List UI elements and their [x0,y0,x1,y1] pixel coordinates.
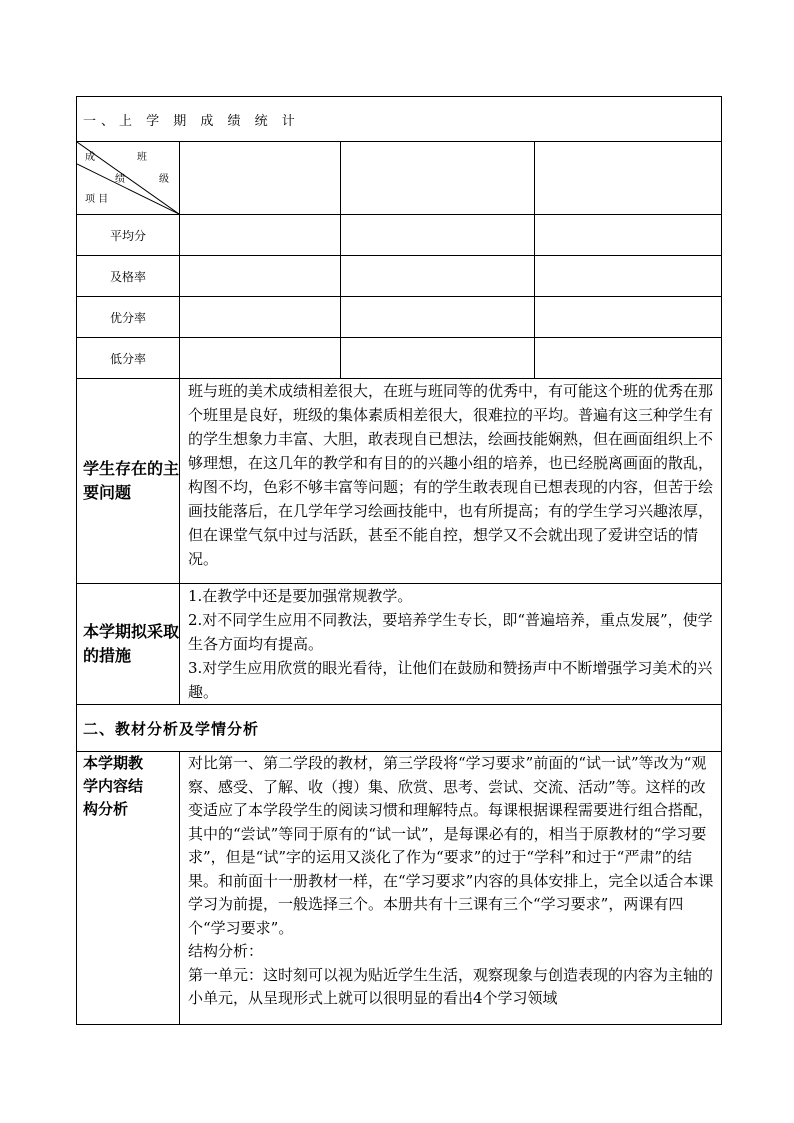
structure-label [77,752,180,1025]
class-cell-3 [535,142,722,215]
row-label-average: 平均分 [77,215,180,256]
structure-paragraph: 对比第一、第二学段的教材，第三学段将“学习要求”前面的“试一试”等改为“观察、感受、了解、收（搜）集、欣赏、思考、尝试、交流、活动”等。这样的改变适应了本学段学生的阅读习惯和理解特点。每课根据课程需要进行组合搭配，其中的“尝试”等同于原有的“试一试”，是每课必有的，相当于原教材的“学习要求”，但是“试”字的运用又淡化了作为“要求”的过于“学科”和过于“严肃”的结果。和前面十一册教材一样，在“学习要求”内容的具体安排上，完全以适合本课学习为前提，一般选择三个。本册共有十三课有三个“学习要求”，两课有四个“学习要求”。 [188,754,714,937]
structure-subtitle: 结构分析： [188,942,264,960]
problems-label: 学生存在的主要问题 [77,379,180,584]
diag-label-ban: 班 [137,152,147,163]
pass-cell-1 [180,256,341,297]
excellent-cell-1 [180,297,341,338]
structure-text [180,752,722,1025]
measure-item-1: 1.在教学中还是要加强常规教学。 [188,587,413,605]
diag-label-ji: 绩 [115,174,125,185]
diag-label-ji2: 级 [159,174,169,185]
measures-label: 本学期拟采取的措施 [77,584,180,705]
row-label-low-rate: 低分率 [77,338,180,379]
pass-cell-3 [535,256,722,297]
low-cell-1 [180,338,341,379]
section1-title: 一、上 学 期 成 绩 统 计 [77,97,722,142]
diag-label-xiangmu: 项 目 [85,194,109,205]
low-cell-3 [535,338,722,379]
measure-item-3: 3.对学生应用欣赏的眼光看待，让他们在鼓励和赞扬声中不断增强学习美术的兴趣。 [188,659,713,701]
plan-table [76,96,722,1025]
pass-cell-2 [341,256,535,297]
diagonal-header-cell [77,142,180,215]
document-page [76,96,721,1025]
structure-unit-one: 第一单元：这时刻可以视为贴近学生生活，观察现象与创造表现的内容为主轴的小单元，从呈现形式上就可以很明显的看出4个学习领域 [188,965,714,1007]
section2-title: 二、教材分析及学情分析 [77,705,722,752]
average-cell-3 [535,215,722,256]
problems-paragraph: 班与班的美术成绩相差很大，在班与班同等的优秀中，有可能这个班的优秀在那个班里是良好，班级的集体素质相差很大，很难拉的平均。普遍有这三种学生有的学生想象力丰富、大胆，敢表现自已想法，绘画技能娴熟，但在画面组织上不够理想，在这几年的教学和有目的的兴趣小组的培养，也已经脱离画面的散乱，构图不均，色彩不够丰富等问题；有的学生敢表现自已想表现的内容，但苦于绘画技能落后，在几学年学习绘画技能中，也有所提高；有的学生学习兴趣浓厚，但在课堂气氛中过与活跃，甚至不能自控，想学又不会就出现了爱讲空话的情况。 [188,382,714,568]
problems-text [180,379,722,584]
excellent-cell-2 [341,297,535,338]
average-cell-1 [180,215,341,256]
low-cell-2 [341,338,535,379]
excellent-cell-3 [535,297,722,338]
row-label-excellent-rate: 优分率 [77,297,180,338]
average-cell-2 [341,215,535,256]
row-label-pass-rate: 及格率 [77,256,180,297]
measures-text [180,584,722,705]
class-cell-1 [180,142,341,215]
structure-label-text: 本学期教学内容结构分析 [83,754,144,818]
class-cell-2 [341,142,535,215]
diag-label-cheng: 成 [85,152,95,163]
measure-item-2: 2.对不同学生应用不同教法，要培养学生专长，即“普遍培养，重点发展”，使学生各方面均有提高。 [188,611,713,653]
